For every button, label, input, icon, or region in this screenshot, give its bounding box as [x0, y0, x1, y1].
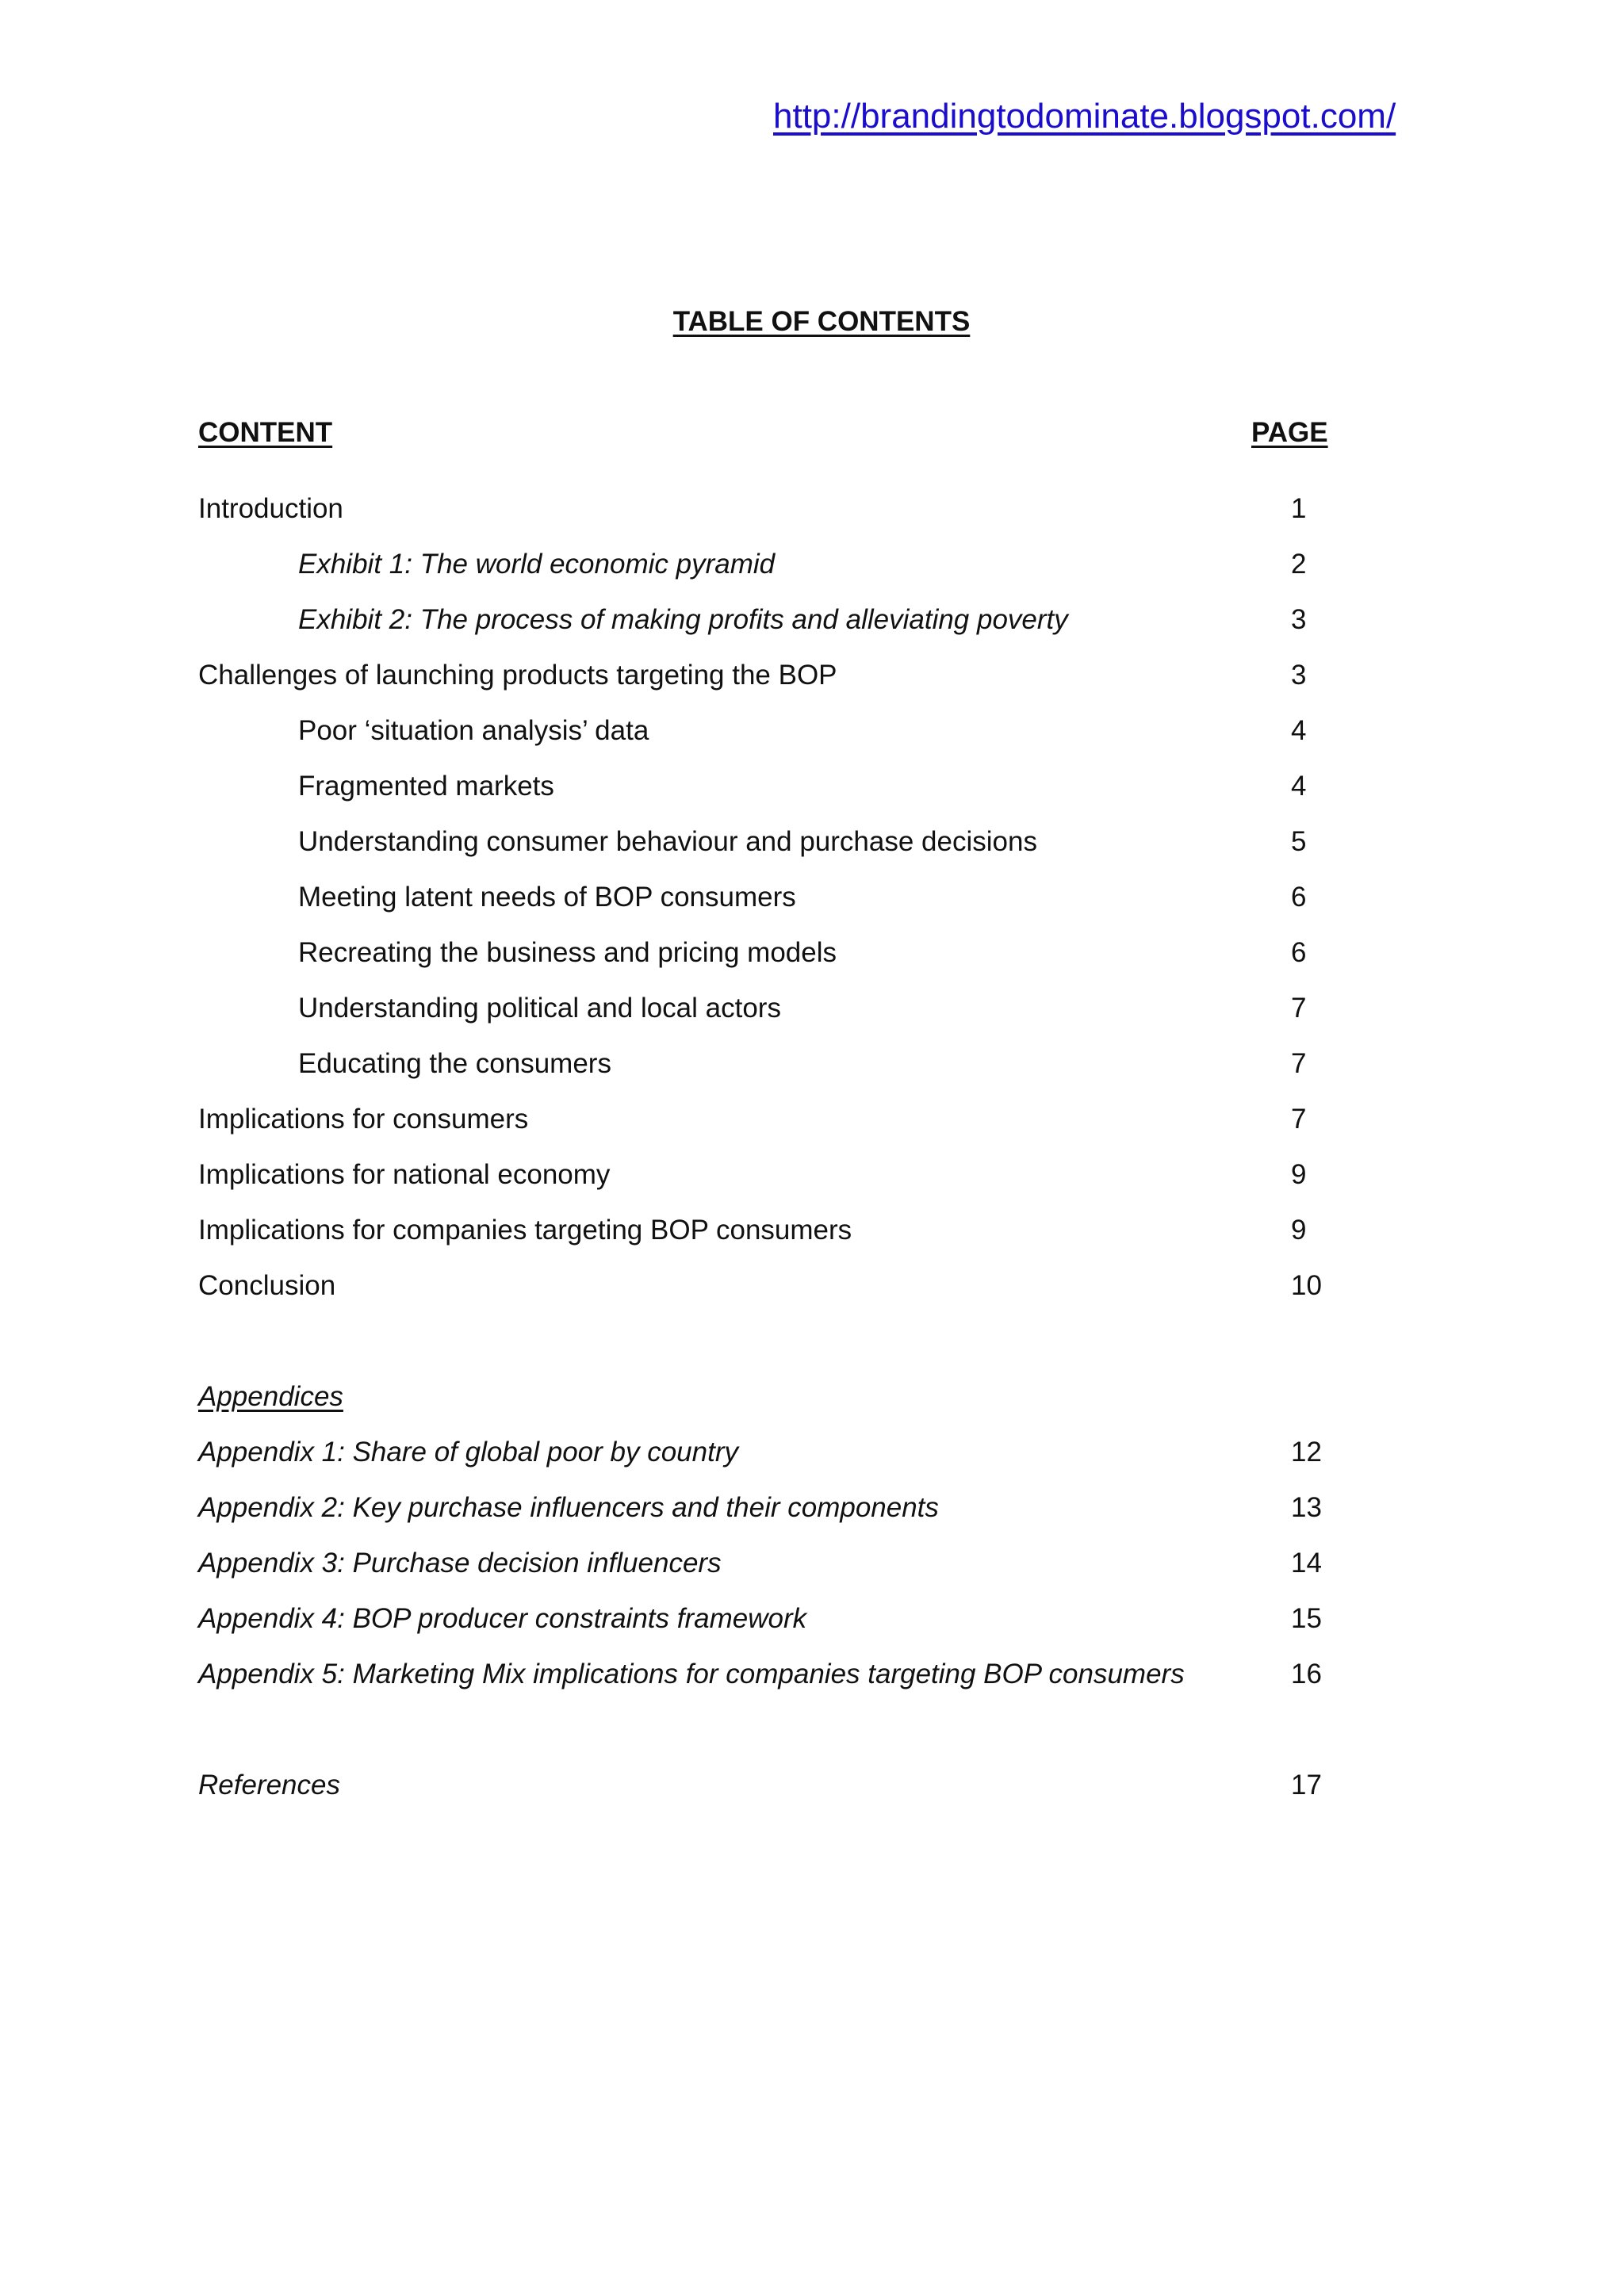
appendices-heading-text: Appendices: [198, 1381, 343, 1412]
toc-entry-page: 2: [1291, 549, 1307, 580]
toc-entry-label: Poor ‘situation analysis’ data: [298, 715, 649, 746]
toc-entry: [198, 1042, 1348, 1097]
appendix-entry-label: Appendix 1: Share of global poor by country: [198, 1437, 738, 1468]
appendix-entry-label: Appendix 3: Purchase decision influencers: [198, 1548, 722, 1578]
appendices-heading: [198, 1375, 1348, 1430]
appendix-entry-page: 13: [1291, 1492, 1322, 1523]
toc-entry-page: 7: [1291, 1104, 1307, 1135]
toc-entry: [198, 1264, 1348, 1319]
toc-entry-label: Educating the consumers: [298, 1048, 611, 1079]
blog-link[interactable]: http://brandingtodominate.blogspot.com/: [773, 97, 1396, 136]
toc-entry-label: Fragmented markets: [298, 771, 554, 802]
toc-entry-label: Understanding political and local actors: [298, 993, 781, 1024]
toc-entry: [198, 875, 1348, 931]
toc-entry: [198, 709, 1348, 764]
spacer: [198, 1708, 1348, 1763]
references-page: 17: [1291, 1770, 1322, 1800]
page-column-heading: PAGE: [1251, 417, 1328, 448]
toc-entry: [198, 487, 1348, 542]
appendix-entry: [198, 1430, 1348, 1486]
appendix-entry: [198, 1597, 1348, 1652]
toc-entry-page: 3: [1291, 604, 1307, 635]
toc-entry-page: 7: [1291, 993, 1307, 1024]
toc-entry-label: Understanding consumer behaviour and purchase decisions: [298, 826, 1037, 857]
toc-entry-label: Implications for companies targeting BOP consumers: [198, 1215, 852, 1246]
appendix-entry: [198, 1652, 1348, 1708]
toc-entry: [198, 598, 1348, 653]
toc-entry-label: Conclusion: [198, 1270, 336, 1301]
toc-entry-page: 9: [1291, 1159, 1307, 1190]
toc-entry-label: Recreating the business and pricing models: [298, 937, 837, 968]
toc-entry: [198, 820, 1348, 875]
toc-entry-page: 6: [1291, 937, 1307, 968]
toc-entry-page: 4: [1291, 715, 1307, 746]
toc-entry: [198, 653, 1348, 709]
toc-entry-page: 1: [1291, 493, 1307, 524]
toc-entry: [198, 1208, 1348, 1264]
toc-entry: [198, 931, 1348, 986]
toc-entry-page: 9: [1291, 1215, 1307, 1246]
toc-entry-label: Challenges of launching products targeting the BOP: [198, 660, 837, 691]
toc-entry: [198, 1097, 1348, 1153]
references-entry: [198, 1763, 1348, 1819]
appendix-entry-page: 16: [1291, 1659, 1322, 1689]
toc-entry-page: 5: [1291, 826, 1307, 857]
appendix-entry-label: Appendix 2: Key purchase influencers and their components: [198, 1492, 939, 1523]
appendix-entry: [198, 1486, 1348, 1541]
toc-list: [198, 487, 1348, 1819]
toc-title: TABLE OF CONTENTS: [672, 306, 971, 337]
appendix-entry-page: 15: [1291, 1603, 1322, 1634]
toc-entry-label: Introduction: [198, 493, 343, 524]
toc-entry: [198, 542, 1348, 598]
toc-entry: [198, 764, 1348, 820]
spacer: [198, 1319, 1348, 1375]
toc-entry-page: 6: [1291, 882, 1307, 913]
appendix-entry-label: Appendix 5: Marketing Mix implications for companies targeting BOP consumers: [198, 1659, 1185, 1689]
appendix-entry-label: Appendix 4: BOP producer constraints framework: [198, 1603, 807, 1634]
toc-entry-label: Implications for national economy: [198, 1159, 611, 1190]
toc-entry: [198, 986, 1348, 1042]
toc-entry-label: Exhibit 1: The world economic pyramid: [298, 549, 776, 580]
toc-entry-label: Meeting latent needs of BOP consumers: [298, 882, 796, 913]
toc-entry-label: Implications for consumers: [198, 1104, 529, 1135]
references-label: References: [198, 1770, 340, 1800]
toc-entry-page: 10: [1291, 1270, 1322, 1301]
content-column-heading: CONTENT: [198, 417, 333, 448]
toc-entry-page: 7: [1291, 1048, 1307, 1079]
toc-entry-page: 3: [1291, 660, 1307, 691]
appendix-entry-page: 12: [1291, 1437, 1322, 1468]
toc-entry-label: Exhibit 2: The process of making profits and alleviating poverty: [298, 604, 1068, 635]
toc-entry: [198, 1153, 1348, 1208]
toc-entry-page: 4: [1291, 771, 1307, 802]
appendix-entry: [198, 1541, 1348, 1597]
appendix-entry-page: 14: [1291, 1548, 1322, 1578]
